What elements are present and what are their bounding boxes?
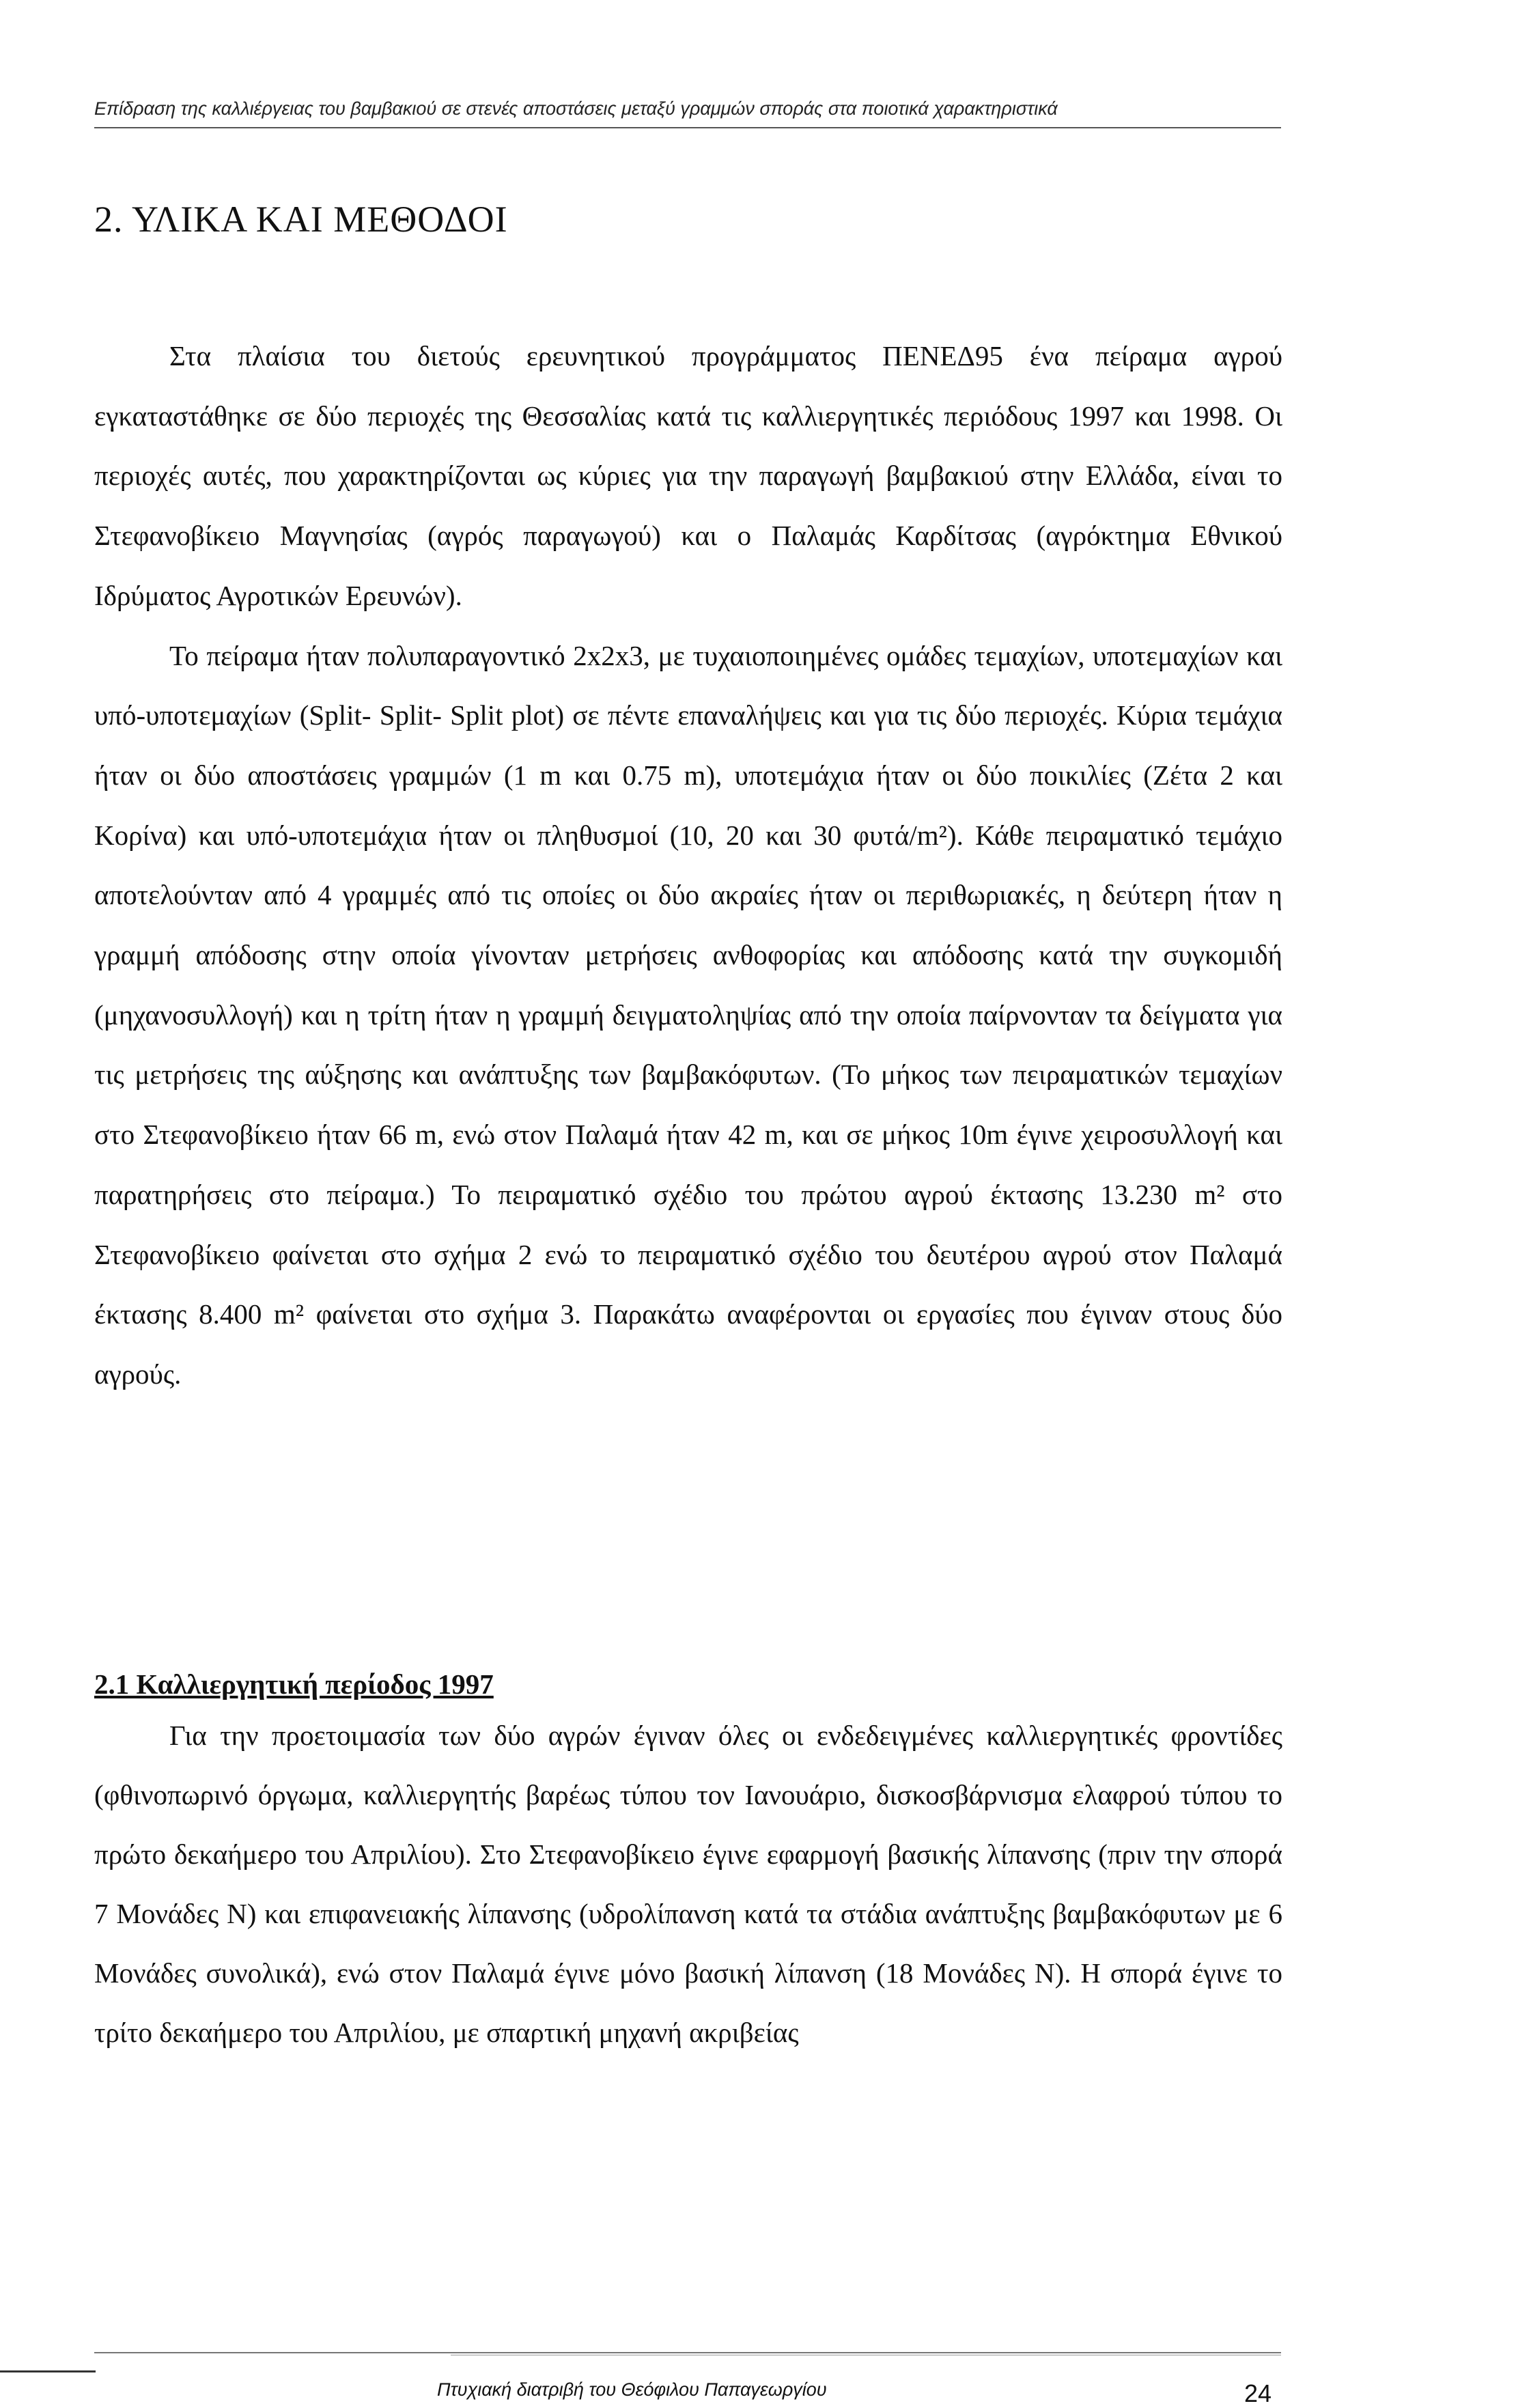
footer-rule bbox=[94, 2352, 1281, 2353]
subsection-heading: 2.1 Καλλιεργητική περίοδος 1997 bbox=[94, 1668, 494, 1700]
section-heading: 2. ΥΛΙΚΑ ΚΑΙ ΜΕΘΟΔΟΙ bbox=[94, 199, 508, 240]
bottom-edge-mark bbox=[0, 2370, 96, 2372]
running-header: Επίδραση της καλλιέργειας του βαμβακιού σε στενές αποστάσεις μεταξύ γραμμών σποράς στα ποιοτικά χαρακτηριστικά bbox=[94, 98, 1058, 119]
header-rule bbox=[94, 127, 1281, 128]
footer-text: Πτυχιακή διατριβή του Θεόφιλου Παπαγεωργίου bbox=[437, 2379, 827, 2400]
page-number: 24 bbox=[1244, 2379, 1272, 2407]
section-body bbox=[94, 326, 1282, 1405]
paragraph-1: Στα πλαίσια του διετούς ερευνητικού προγράμματος ΠΕΝΕΔ95 ένα πείραμα αγρού εγκαταστάθηκε σε δύο περιοχές της Θεσσαλίας κατά τις καλλιεργητικές περιόδους 1997 και 1998. Οι περιοχές αυτές, που χαρακτηρίζονται ως κύριες για την παραγωγή βαμβακιού στην Ελλάδα, είναι το Στεφανοβίκειο Μαγνησίας (αγρός παραγωγού) και ο Παλαμάς Καρδίτσας (αγρόκτημα Εθνικού Ιδρύματος Αγροτικών Ερευνών). bbox=[94, 340, 1282, 611]
paragraph-2: Το πείραμα ήταν πολυπαραγοντικό 2x2x3, με τυχαιοποιημένες ομάδες τεμαχίων, υποτεμαχίων και υπό-υποτεμαχίων (Split- Split- Split plot) σε πέντε επαναλήψεις και για τις δύο περιοχές. Κύρια τεμάχια ήταν οι δύο αποστάσεις γραμμών (1 m και 0.75 m), υποτεμάχια ήταν οι δύο ποικιλίες (Ζέτα 2 και Κορίνα) και υπό-υποτεμάχια ήταν οι πληθυσμοί (10, 20 και 30 φυτά/m²). Κάθε πειραματικό τεμάχιο αποτελούνταν από 4 γραμμές από τις οποίες οι δύο ακραίες ήταν οι περιθωριακές, η δεύτερη ήταν η γραμμή απόδοσης στην οποία γίνονταν μετρήσεις ανθοφορίας και απόδοσης κατά την συγκομιδή (μηχανοσυλλογή) και η τρίτη ήταν η γραμμή δειγματοληψίας από την οποία παίρνονταν τα δείγματα για τις μετρήσεις της αύξησης και ανάπτυξης των βαμβακόφυτων. (Το μήκος των πειραματικών τεμαχίων στο Στεφανοβίκειο ήταν 66 m, ενώ στον Παλαμά ήταν 42 m, και σε μήκος 10m έγινε χειροσυλλογή και παρατηρήσεις στο πείραμα.) Το πειραματικό σχέδιο του πρώτου αγρού έκτασης 13.230 m² στο Στεφανοβίκειο φαίνεται στο σχήμα 2 ενώ το πειραματικό σχέδιο του δευτέρου αγρού στον Παλαμά έκτασης 8.400 m² φαίνεται στο σχήμα 3. Παρακάτω αναφέρονται οι εργασίες που έγιναν στους δύο αγρούς. bbox=[94, 639, 1282, 1390]
subsection-body bbox=[94, 1706, 1282, 2062]
paragraph-3: Για την προετοιμασία των δύο αγρών έγιναν όλες οι ενδεδειγμένες καλλιεργητικές φροντίδες (φθινοπωρινό όργωμα, καλλιεργητής βαρέως τύπου τον Ιανουάριο, δισκοσβάρνισμα ελαφρού τύπου το πρώτο δεκαήμερο του Απριλίου). Στο Στεφανοβίκειο έγινε εφαρμογή βασικής λίπανσης (πριν την σπορά 7 Μονάδες Ν) και επιφανειακής λίπανσης (υδρολίπανση κατά τα στάδια ανάπτυξης βαμβακόφυτων με 6 Μονάδες συνολικά), ενώ στον Παλαμά έγινε μόνο βασική λίπανση (18 Μονάδες Ν). Η σπορά έγινε το τρίτο δεκαήμερο του Απριλίου, με σπαρτική μηχανή ακριβείας bbox=[94, 1720, 1282, 2048]
